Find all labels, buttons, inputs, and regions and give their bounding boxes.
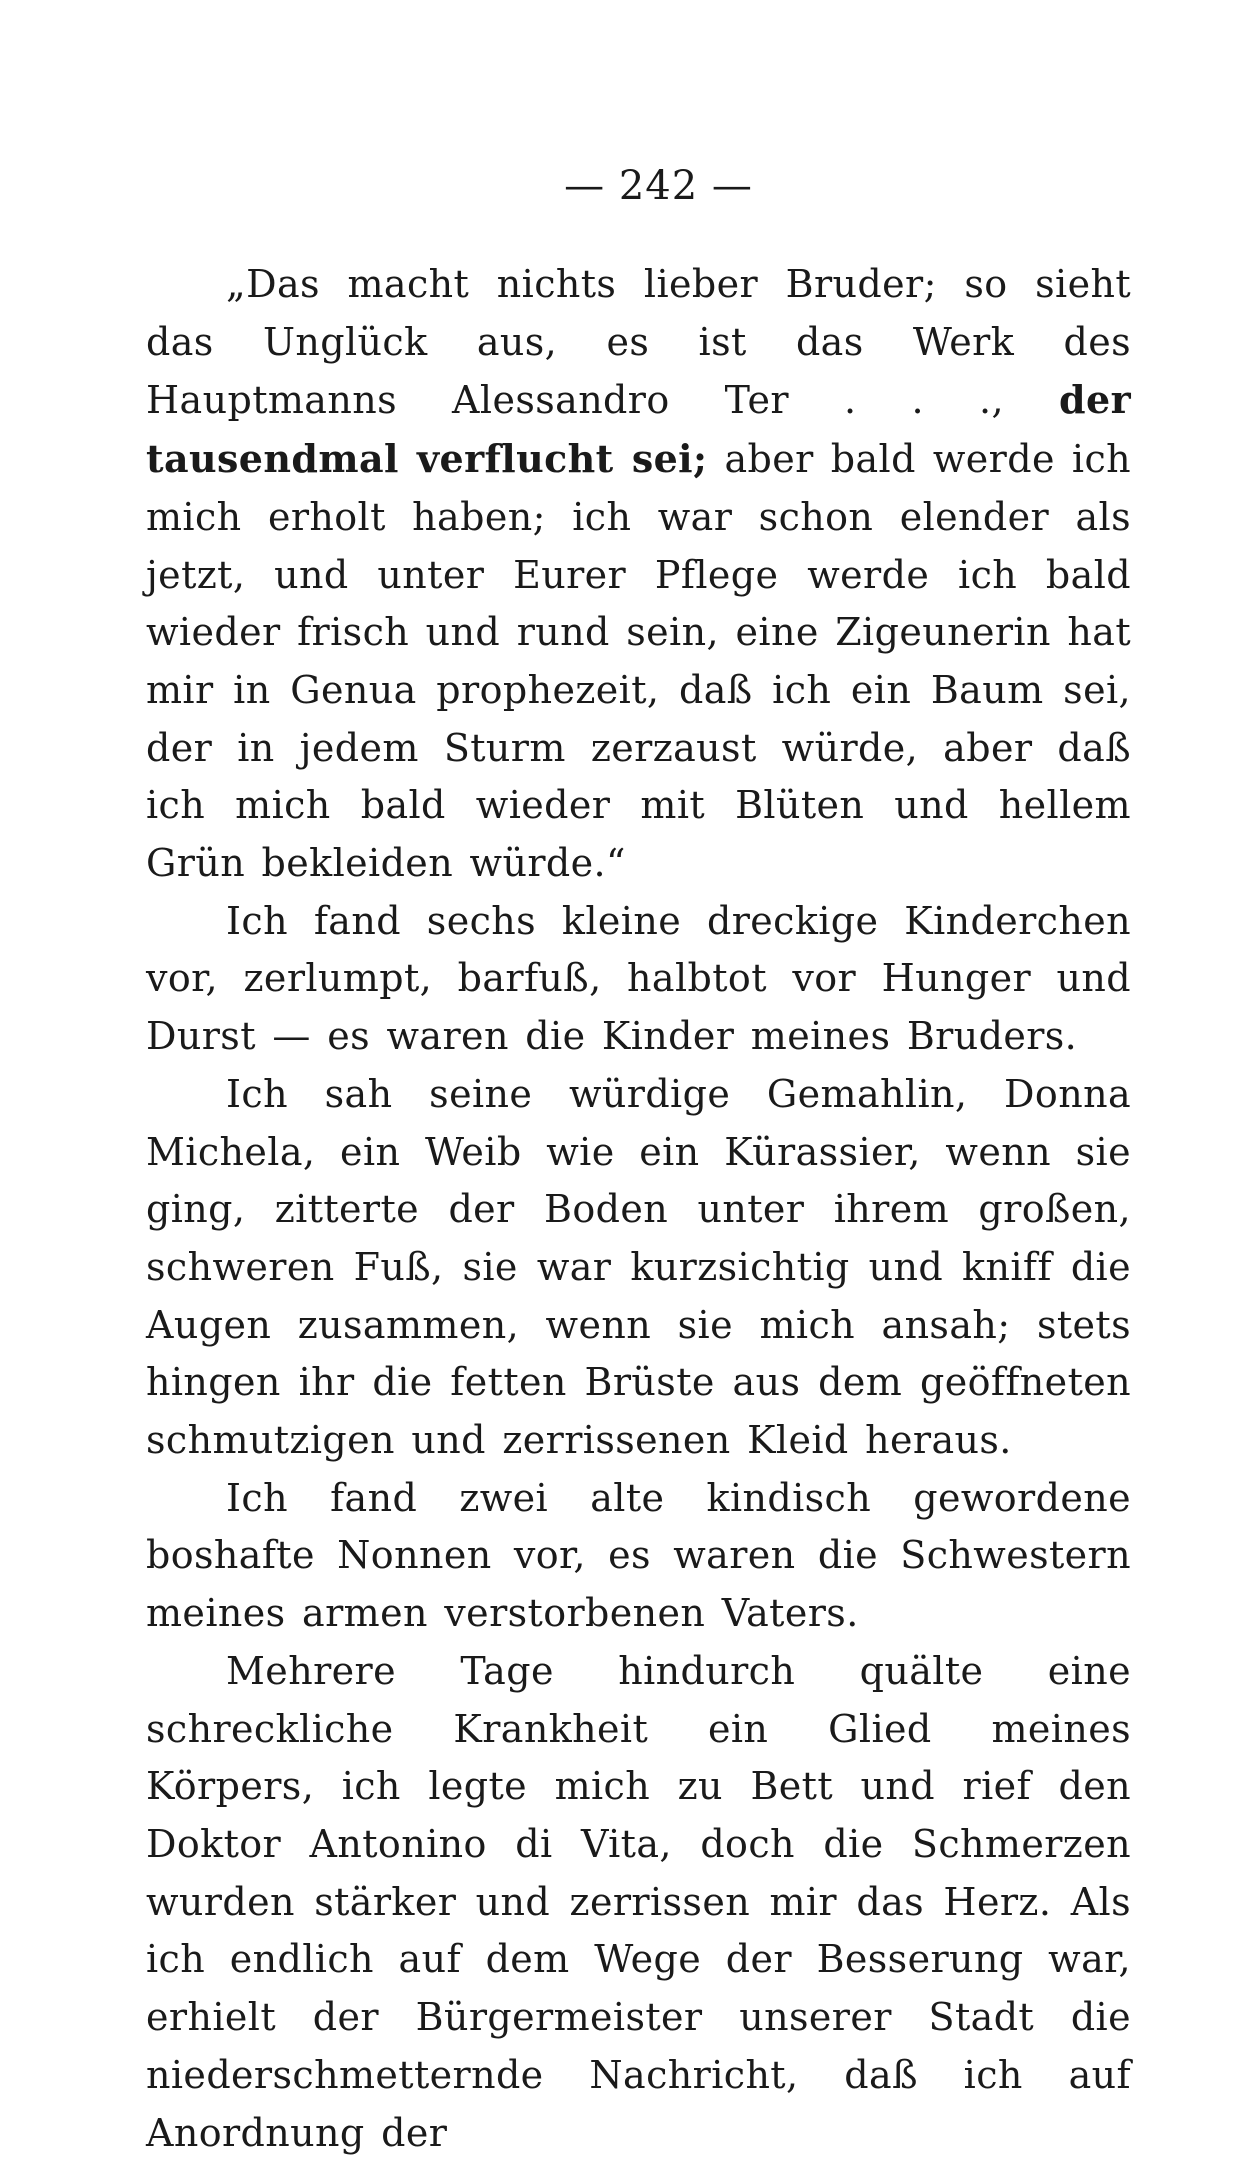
page-number: — 242 — — [564, 163, 753, 209]
paragraph-4-text: Ich fand zwei alte kindisch gewordene boshafte Nonnen vor, es waren die Schwestern meines armen verstorbenen Vaters. — [146, 1475, 1131, 1636]
paragraph-1 — [146, 256, 1131, 893]
paragraph-2 — [146, 893, 1131, 1066]
paragraph-1-bold-curse: der tausendmal verflucht sei; — [146, 377, 1131, 482]
paragraph-5-text: Mehrere Tage hindurch quälte eine schreckliche Krankheit ein Glied meines Körpers, ich legte mich zu Bett und rief den Doktor Antonino di Vita, doch die Schmerzen wurden stärker und zerrissen mir das Herz. Als ich endlich auf dem Wege der Besserung war, erhielt der Bürgermeister unserer Stadt die niederschmetternde Nachricht, daß ich auf Anordnung der — [146, 1648, 1131, 2155]
paragraph-3 — [146, 1066, 1131, 1470]
paragraph-4 — [146, 1470, 1131, 1643]
paragraph-3-text: Ich sah seine würdige Gemahlin, Donna Michela, ein Weib wie ein Kürassier, wenn sie ging, zitterte der Boden unter ihrem großen, schweren Fuß, sie war kurzsichtig und kniff die Augen zusammen, wenn sie mich ansah; stets hingen ihr die fetten Brüste aus dem geöffneten schmutzigen und zerrissenen Kleid heraus. — [146, 1071, 1131, 1463]
paragraph-2-text: Ich fand sechs kleine dreckige Kinderchen vor, zerlumpt, barfuß, halbtot vor Hunger und Durst — es waren die Kinder meines Bruders. — [146, 898, 1131, 1059]
book-page — [146, 160, 1131, 2162]
paragraph-1-text-b: aber bald werde ich mich erholt haben; ich war schon elender als jetzt, und unter Eurer Pflege werde ich bald wieder frisch und rund sein, eine Zigeunerin hat mir in Genua prophezeit, daß ich ein Baum sei, der in jedem Sturm zerzaust würde, aber daß ich mich bald wieder mit Blüten und hellem Grün bekleiden würde.“ — [146, 437, 1131, 886]
paragraph-5 — [146, 1643, 1131, 2162]
paragraph-1-text-a: „Das macht nichts lieber Bruder; so sieht das Unglück aus, es ist das Werk des Hauptmanns Alessandro Ter . . ., — [146, 262, 1131, 423]
